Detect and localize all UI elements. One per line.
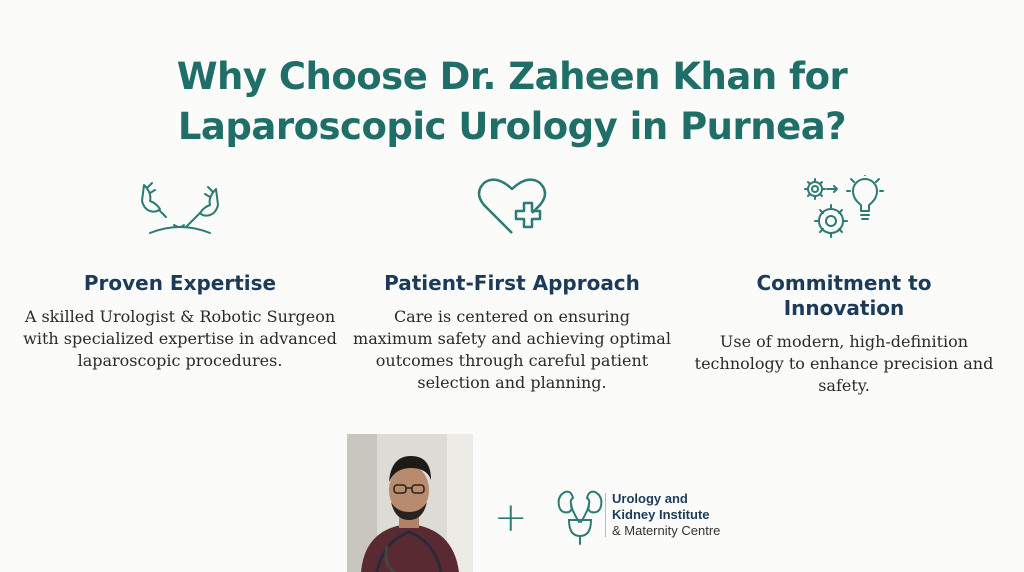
feature-description: Use of modern, high-definition technology to enhance precision and safety.	[694, 332, 994, 395]
plus-sign: +	[494, 495, 528, 541]
feature-heading	[684, 271, 1004, 321]
gears-lightbulb-icon	[684, 175, 1004, 245]
feature-heading: Patient-First Approach	[384, 271, 640, 295]
feature-heading: Proven Expertise	[83, 271, 277, 295]
clinic-name-line-1: Urology and	[612, 491, 688, 506]
clinic-name	[612, 491, 720, 539]
feature-description: Care is centered on ensuring maximum safety and achieving optimal outcomes through careful patient selection and planning.	[353, 307, 671, 392]
page-title	[0, 52, 1024, 152]
feature-patient-first	[352, 175, 672, 394]
feature-proven-expertise	[20, 175, 340, 372]
feature-heading-line-1: Commitment to	[756, 271, 932, 295]
feature-heading-line-2: Innovation	[783, 296, 905, 320]
clinic-name-line-3: & Maternity Centre	[612, 523, 721, 538]
heart-plus-icon	[352, 175, 672, 245]
clinic-name-line-2: Kidney Institute	[612, 507, 710, 522]
page-title-line-2: Laparoscopic Urology in Purnea?	[177, 105, 847, 148]
surgical-hands-icon	[20, 175, 340, 245]
page-title-line-1: Why Choose Dr. Zaheen Khan for	[176, 55, 848, 98]
feature-innovation	[684, 175, 1004, 397]
logo-divider	[605, 493, 606, 537]
kidney-institute-logo-icon	[555, 486, 619, 546]
feature-description: A skilled Urologist & Robotic Surgeon with specialized expertise in advanced laparoscopic procedures.	[23, 307, 337, 370]
doctor-photo	[347, 434, 473, 572]
